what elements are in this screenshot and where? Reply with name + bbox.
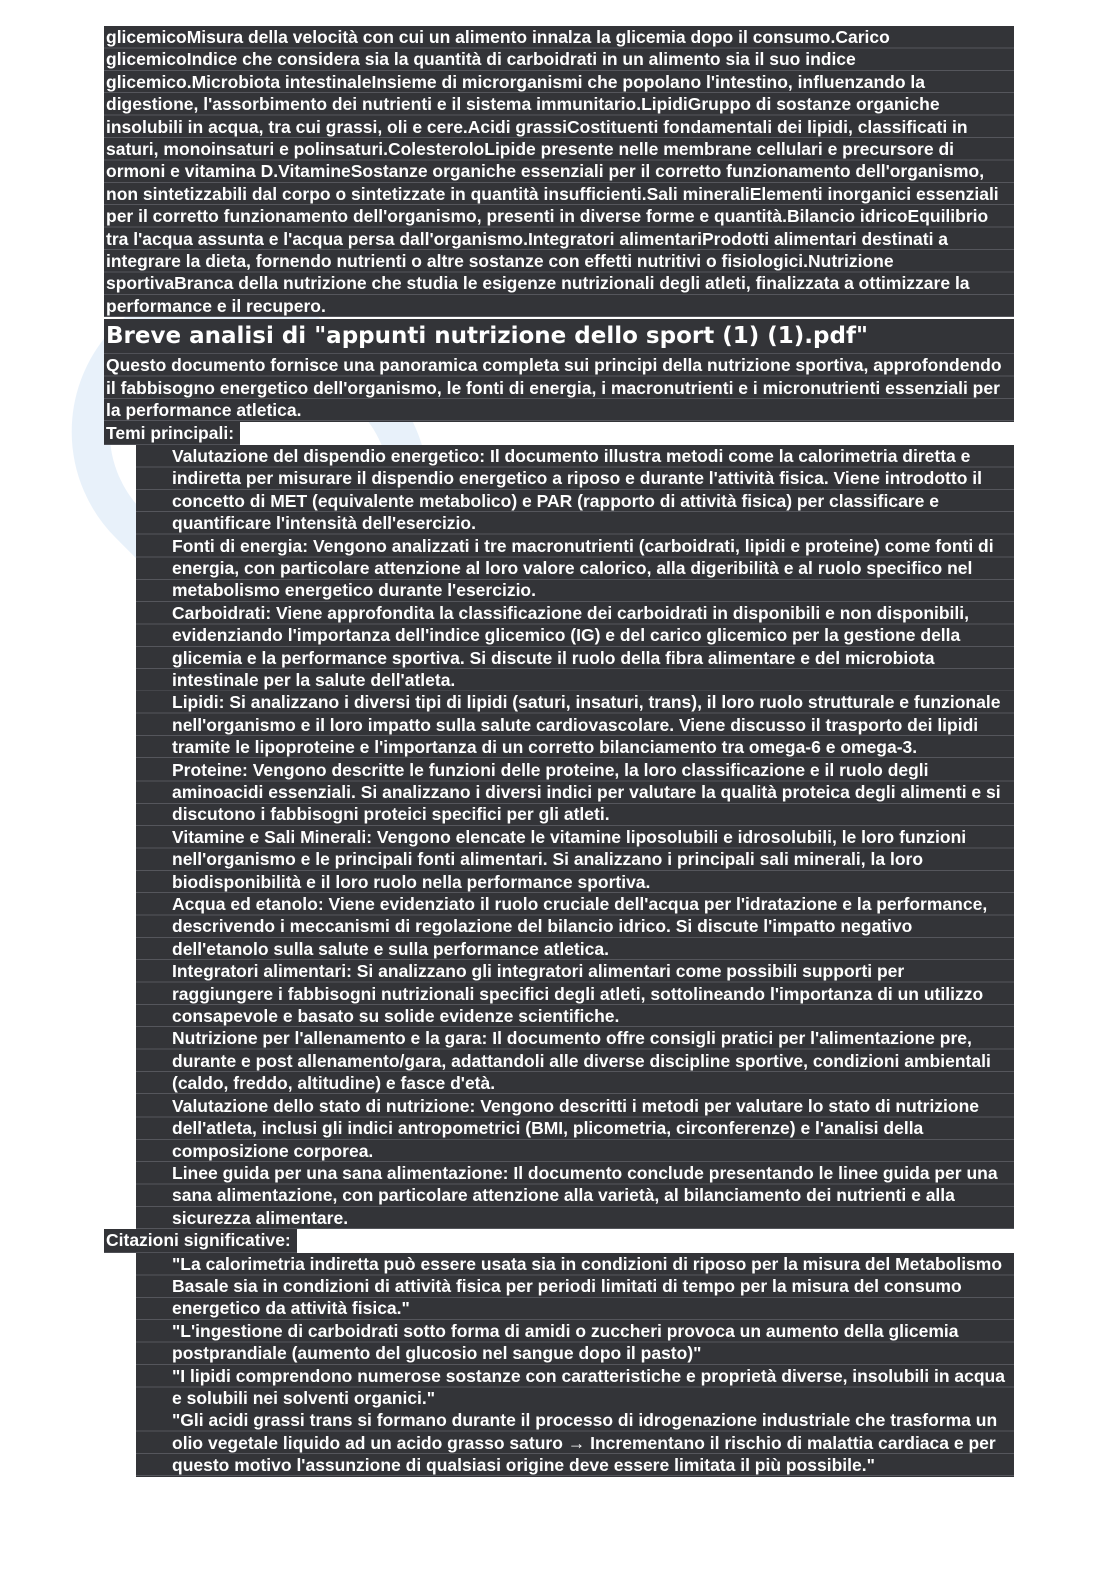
quotes-label: Citazioni significative: <box>104 1229 297 1252</box>
theme-item: Proteine: Vengono descritte le funzioni delle proteine, la loro classificazione e il ruolo degli aminoacidi essenziali. Si analizzano i diversi indici per valutare la qualità proteica degli alimenti e si discutono i fabbisogni proteici specifici per gli atleti. <box>136 759 1014 826</box>
theme-item: Fonti di energia: Vengono analizzati i tre macronutrienti (carboidrati, lipidi e proteine) come fonti di energia, con particolare attenzione al loro valore calorico, alla digeribilità e al ruolo specifico nel metabolismo energetico durante l'esercizio. <box>136 535 1014 602</box>
quote-item: "La calorimetria indiretta può essere usata sia in condizioni di riposo per la misura del Metabolismo Basale sia in condizioni di attività fisica per periodi limitati di tempo per la misura del consumo energetico da attività fisica." <box>136 1253 1014 1320</box>
theme-item: Vitamine e Sali Minerali: Vengono elencate le vitamine liposolubili e idrosolubili, le loro funzioni nell'organismo e le principali fonti alimentari. Si analizzano i principali sali minerali, la loro biodisponibilità e il loro ruolo nella performance sportiva. <box>136 826 1014 893</box>
theme-item: Integratori alimentari: Si analizzano gli integratori alimentari come possibili supporti per raggiungere i fabbisogni nutrizionali specifici degli atleti, sottolineando l'importanza di un utilizzo consapevole e basato su solide evidenze scientifiche. <box>136 960 1014 1027</box>
theme-item: Valutazione del dispendio energetico: Il documento illustra metodi come la calorimetria diretta e indiretta per misurare il dispendio energetico a riposo e durante l'attività fisica. Viene introdotto il concetto di MET (equivalente metabolico) e PAR (rapporto di attività fisica) per classificare e quantificare l'intensità dell'esercizio. <box>136 445 1014 535</box>
quote-item: "L'ingestione di carboidrati sotto forma di amidi o zuccheri provoca un aumento della glicemia postprandiale (aumento del glucosio nel sangue dopo il pasto)" <box>136 1320 1014 1365</box>
themes-label: Temi principali: <box>104 422 240 445</box>
theme-item: Nutrizione per l'allenamento e la gara: Il documento offre consigli pratici per l'alimentazione pre, durante e post allenamento/gara, adattandoli alle diverse discipline sportive, condizioni ambientali (caldo, freddo, altitudine) e fasce d'età. <box>136 1027 1014 1094</box>
themes-list <box>136 445 1014 1229</box>
quote-item: "I lipidi comprendono numerose sostanze con caratteristiche e proprietà diverse, insolubili in acqua e solubili nei solventi organici." <box>136 1365 1014 1410</box>
theme-item: Valutazione dello stato di nutrizione: Vengono descritti i metodi per valutare lo stato di nutrizione dell'atleta, inclusi gli indici antropometrici (BMI, plicometria, circonferenze) e l'analisi della composizione corporea. <box>136 1095 1014 1162</box>
theme-item: Carboidrati: Viene approfondita la classificazione dei carboidrati in disponibili e non disponibili, evidenziando l'importanza dell'indice glicemico (IG) e del carico glicemico per la gestione della glicemia e la performance sportiva. Si discute il ruolo della fibra alimentare e del microbiota intestinale per la salute dell'atleta. <box>136 602 1014 692</box>
glossary-paragraph: glicemicoMisura della velocità con cui un alimento innalza la glicemia dopo il consumo.Carico glicemicoIndice che considera sia la quantità di carboidrati in un alimento sia il suo indice glicemico.Microbiota intestinaleInsieme di microrganismi che popolano l'intestino, influenzando la digestione, l'assorbimento dei nutrienti e il sistema immunitario.LipidiGruppo di sostanze organiche insolubili in acqua, tra cui grassi, oli e cere.Acidi grassiCostituenti fondamentali dei lipidi, classificati in saturi, monoinsaturi e polinsaturi.ColesteroloLipide presente nelle membrane cellulari e precursore di ormoni e vitamina D.VitamineSostanze organiche essenziali per il corretto funzionamento dell'organismo, non sintetizzabili dal corpo o sintetizzate in quantità insufficienti.Sali mineraliElementi inorganici essenziali per il corretto funzionamento dell'organismo, presenti in diverse forme e quantità.Bilancio idricoEquilibrio tra l'acqua assunta e l'acqua persa dall'organismo.Integratori alimentariProdotti alimentari destinati a integrare la dieta, fornendo nutrienti o altre sostanze con effetti nutritivi o fisiologici.Nutrizione sportivaBranca della nutrizione che studia le esigenze nutrizionali degli atleti, finalizzata a ottimizzare la performance e il recupero. <box>104 26 1014 317</box>
quote-item: "Gli acidi grassi trans si formano durante il processo di idrogenazione industriale che trasforma un olio vegetale liquido ad un acido grasso saturo → Incrementano il rischio di malattia cardiaca e per questo motivo l'assunzione di qualsiasi origine deve essere limitata il più possibile." <box>136 1409 1014 1476</box>
section-heading: Breve analisi di "appunti nutrizione dello sport (1) (1).pdf" <box>104 319 1014 354</box>
summary-paragraph: Questo documento fornisce una panoramica completa sui principi della nutrizione sportiva, approfondendo il fabbisogno energetico dell'organismo, le fonti di energia, i macronutrienti e i micronutrienti essenziali per la performance atletica. <box>104 354 1014 421</box>
theme-item: Lipidi: Si analizzano i diversi tipi di lipidi (saturi, insaturi, trans), il loro ruolo strutturale e funzionale nell'organismo e il loro impatto sulla salute cardiovascolare. Viene discusso il trasporto dei lipidi tramite le lipoproteine e l'importanza di un corretto bilanciamento tra omega-6 e omega-3. <box>136 691 1014 758</box>
document-content <box>104 26 1014 1477</box>
theme-item: Linee guida per una sana alimentazione: Il documento conclude presentando le linee guida per una sana alimentazione, con particolare attenzione alla varietà, al bilanciamento dei nutrienti e alla sicurezza alimentare. <box>136 1162 1014 1229</box>
theme-item: Acqua ed etanolo: Viene evidenziato il ruolo cruciale dell'acqua per l'idratazione e la performance, descrivendo i meccanismi di regolazione del bilancio idrico. Si discute l'impatto negativo dell'etanolo sulla salute e sulla performance atletica. <box>136 893 1014 960</box>
quotes-list <box>136 1253 1014 1477</box>
